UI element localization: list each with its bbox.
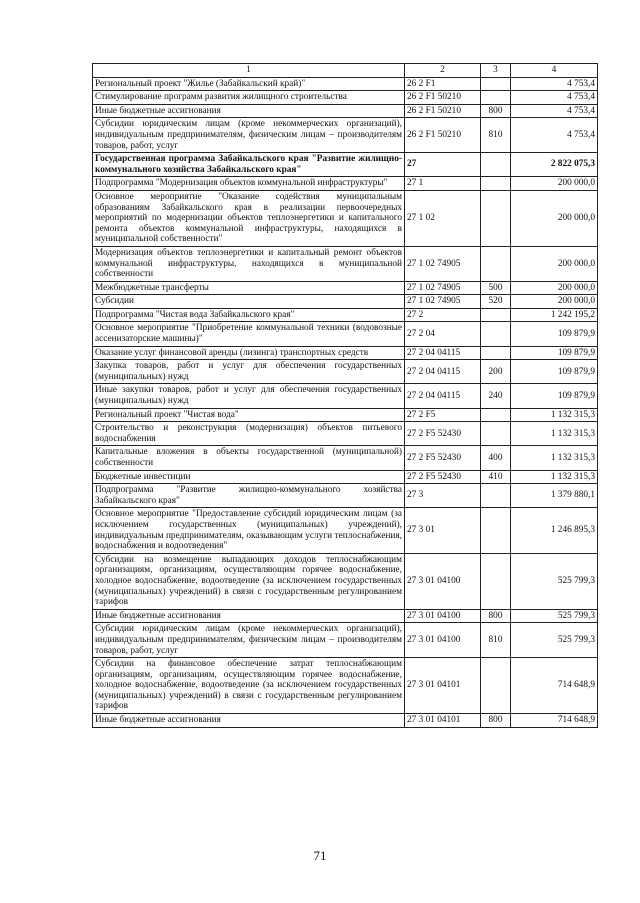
row-name-cell: Иные бюджетные ассигнования [93, 609, 405, 623]
row-name-cell: Иные бюджетные ассигнования [93, 714, 405, 728]
row-name-cell: Иные закупки товаров, работ и услуг для обеспечения государственных (муниципальных) нужд [93, 384, 405, 408]
table-row [93, 422, 598, 446]
row-code-cell: 26 2 F1 50210 [405, 104, 481, 118]
row-expense-type-cell: 240 [481, 384, 511, 408]
row-sum-cell: 525 799,3 [511, 623, 598, 658]
row-sum-cell: 109 879,9 [511, 360, 598, 384]
row-code-cell: 27 3 01 04100 [405, 609, 481, 623]
table-row [93, 177, 598, 191]
row-name-cell: Подпрограмма "Чистая вода Забайкальского края" [93, 308, 405, 322]
table-row [93, 714, 598, 728]
table-row [93, 118, 598, 153]
header-cell-name: 1 [93, 64, 405, 78]
row-sum-cell: 2 822 075,3 [511, 153, 598, 177]
row-code-cell: 27 2 F5 [405, 408, 481, 422]
row-name-cell: Подпрограмма "Модернизация объектов коммунальной инфраструктуры" [93, 177, 405, 191]
row-code-cell: 27 2 04 04115 [405, 360, 481, 384]
table-row [93, 190, 598, 246]
row-expense-type-cell [481, 553, 511, 609]
table-row [93, 91, 598, 105]
row-expense-type-cell [481, 508, 511, 553]
row-code-cell: 27 2 04 [405, 322, 481, 346]
table-row [93, 153, 598, 177]
table-row [93, 322, 598, 346]
row-expense-type-cell [481, 422, 511, 446]
table-row [93, 360, 598, 384]
table-row [93, 658, 598, 714]
row-sum-cell: 200 000,0 [511, 295, 598, 309]
row-code-cell: 27 3 01 04101 [405, 714, 481, 728]
row-name-cell: Государственная программа Забайкальского края "Развитие жилищно-коммунального хозяйства Забайкальского края" [93, 153, 405, 177]
row-code-cell: 27 1 [405, 177, 481, 191]
table-header-row [93, 64, 598, 78]
row-expense-type-cell [481, 91, 511, 105]
row-sum-cell: 200 000,0 [511, 190, 598, 246]
table-row [93, 408, 598, 422]
row-expense-type-cell: 200 [481, 360, 511, 384]
row-name-cell: Субсидии на финансовое обеспечение затрат теплоснабжающим организациям, организациям, осуществляющим горячее водоснабжение, холодное водоснабжение, водоотведение (за исключением государственных (муниципальных) учреждений) в связи с государственным регулированием тарифов [93, 658, 405, 714]
row-sum-cell: 4 753,4 [511, 77, 598, 91]
row-code-cell: 27 2 F5 52430 [405, 470, 481, 484]
row-code-cell: 27 1 02 [405, 190, 481, 246]
row-code-cell: 27 3 01 04100 [405, 553, 481, 609]
row-sum-cell: 4 753,4 [511, 91, 598, 105]
row-name-cell: Региональный проект "Жилье (Забайкальский край)" [93, 77, 405, 91]
row-sum-cell: 525 799,3 [511, 553, 598, 609]
row-name-cell: Субсидии на возмещение выпадающих доходов теплоснабжающим организациям, организациям, осуществляющим горячее водоснабжение, холодное водоснабжение, водоотведение (за исключением государственных (муниципальных) учреждений) в связи с государственным регулированием тарифов [93, 553, 405, 609]
row-expense-type-cell: 800 [481, 609, 511, 623]
row-code-cell: 27 1 02 74905 [405, 295, 481, 309]
row-name-cell: Капитальные вложения в объекты государственной (муниципальной) собственности [93, 446, 405, 470]
row-name-cell: Закупка товаров, работ и услуг для обеспечения государственных (муниципальных) нужд [93, 360, 405, 384]
row-name-cell: Строительство и реконструкция (модернизация) объектов питьевого водоснабжения [93, 422, 405, 446]
table-row [93, 346, 598, 360]
row-code-cell: 27 3 01 04100 [405, 623, 481, 658]
row-expense-type-cell: 800 [481, 714, 511, 728]
table-row [93, 384, 598, 408]
row-expense-type-cell: 410 [481, 470, 511, 484]
header-cell-code: 2 [405, 64, 481, 78]
row-code-cell: 27 3 01 04101 [405, 658, 481, 714]
row-name-cell: Бюджетные инвестиции [93, 470, 405, 484]
row-sum-cell: 714 648,9 [511, 714, 598, 728]
row-sum-cell: 4 753,4 [511, 118, 598, 153]
table-row [93, 470, 598, 484]
row-name-cell: Оказание услуг финансовой аренды (лизинга) транспортных средств [93, 346, 405, 360]
row-expense-type-cell: 800 [481, 104, 511, 118]
table-row [93, 104, 598, 118]
table-row [93, 308, 598, 322]
row-code-cell: 27 3 [405, 484, 481, 508]
row-sum-cell: 200 000,0 [511, 246, 598, 281]
row-expense-type-cell: 400 [481, 446, 511, 470]
table-row [93, 281, 598, 295]
row-sum-cell: 200 000,0 [511, 281, 598, 295]
row-sum-cell: 1 132 315,3 [511, 422, 598, 446]
header-cell-vr: 3 [481, 64, 511, 78]
row-expense-type-cell [481, 308, 511, 322]
table-row [93, 609, 598, 623]
row-name-cell: Основное мероприятие "Оказание содействия муниципальным образованиям Забайкальского края в реализации первоочередных мероприятий по модернизации объектов теплоэнергетики и капитального ремонта объектов коммунальной инфраструктуры, находящихся в муниципальной собственности" [93, 190, 405, 246]
row-expense-type-cell [481, 484, 511, 508]
row-sum-cell: 109 879,9 [511, 322, 598, 346]
table-row [93, 77, 598, 91]
row-code-cell: 27 2 04 04115 [405, 346, 481, 360]
row-code-cell: 26 2 F1 [405, 77, 481, 91]
row-expense-type-cell [481, 322, 511, 346]
row-code-cell: 27 2 [405, 308, 481, 322]
row-sum-cell: 1 132 315,3 [511, 446, 598, 470]
row-expense-type-cell: 810 [481, 623, 511, 658]
page-number: 71 [313, 848, 327, 863]
row-code-cell: 27 2 04 04115 [405, 384, 481, 408]
row-sum-cell: 200 000,0 [511, 177, 598, 191]
table-row [93, 295, 598, 309]
row-expense-type-cell [481, 408, 511, 422]
row-name-cell: Стимулирование программ развития жилищного строительства [93, 91, 405, 105]
row-expense-type-cell [481, 346, 511, 360]
row-name-cell: Подпрограмма "Развитие жилищно-коммунального хозяйства Забайкальского края" [93, 484, 405, 508]
row-sum-cell: 109 879,9 [511, 346, 598, 360]
row-sum-cell: 1 132 315,3 [511, 470, 598, 484]
row-name-cell: Межбюджетные трансферты [93, 281, 405, 295]
row-code-cell: 27 [405, 153, 481, 177]
row-code-cell: 27 3 01 [405, 508, 481, 553]
row-expense-type-cell [481, 658, 511, 714]
row-expense-type-cell: 810 [481, 118, 511, 153]
row-expense-type-cell [481, 246, 511, 281]
row-expense-type-cell [481, 153, 511, 177]
table-row [93, 246, 598, 281]
row-name-cell: Иные бюджетные ассигнования [93, 104, 405, 118]
row-code-cell: 27 1 02 74905 [405, 246, 481, 281]
row-name-cell: Субсидии [93, 295, 405, 309]
table-row [93, 484, 598, 508]
header-cell-sum: 4 [511, 64, 598, 78]
table-row [93, 623, 598, 658]
row-name-cell: Субсидии юридическим лицам (кроме некоммерческих организаций), индивидуальным предпринимателям, физическим лицам – производителям товаров, работ, услуг [93, 118, 405, 153]
row-name-cell: Основное мероприятие "Предоставление субсидий юридическим лицам (за исключением государственных (муниципальных) учреждений), индивидуальным предпринимателям, оказывающим услуги теплоснабжения, водоснабжения и водоотведения" [93, 508, 405, 553]
row-sum-cell: 1 379 880,1 [511, 484, 598, 508]
row-code-cell: 26 2 F1 50210 [405, 118, 481, 153]
budget-table [92, 63, 598, 728]
row-sum-cell: 1 242 195,2 [511, 308, 598, 322]
row-sum-cell: 1 246 895,3 [511, 508, 598, 553]
table-row [93, 553, 598, 609]
row-code-cell: 27 2 F5 52430 [405, 446, 481, 470]
row-name-cell: Основное мероприятие "Приобретение коммунальной техники (водовозные ассенизаторские машины)" [93, 322, 405, 346]
table-row [93, 446, 598, 470]
row-code-cell: 27 2 F5 52430 [405, 422, 481, 446]
row-name-cell: Субсидии юридическим лицам (кроме некоммерческих организаций), индивидуальным предпринимателям, физическим лицам – производителям товаров, работ, услуг [93, 623, 405, 658]
row-expense-type-cell: 520 [481, 295, 511, 309]
row-sum-cell: 525 799,3 [511, 609, 598, 623]
row-expense-type-cell [481, 177, 511, 191]
row-name-cell: Региональный проект "Чистая вода" [93, 408, 405, 422]
row-sum-cell: 109 879,9 [511, 384, 598, 408]
row-expense-type-cell [481, 77, 511, 91]
row-sum-cell: 714 648,9 [511, 658, 598, 714]
row-code-cell: 27 1 02 74905 [405, 281, 481, 295]
row-expense-type-cell [481, 190, 511, 246]
table-row [93, 508, 598, 553]
row-sum-cell: 4 753,4 [511, 104, 598, 118]
document-page [92, 63, 597, 728]
row-sum-cell: 1 132 315,3 [511, 408, 598, 422]
row-code-cell: 26 2 F1 50210 [405, 91, 481, 105]
row-name-cell: Модернизация объектов теплоэнергетики и капитальный ремонт объектов коммунальной инфраструктуры, находящихся в муниципальной собственности [93, 246, 405, 281]
row-expense-type-cell: 500 [481, 281, 511, 295]
